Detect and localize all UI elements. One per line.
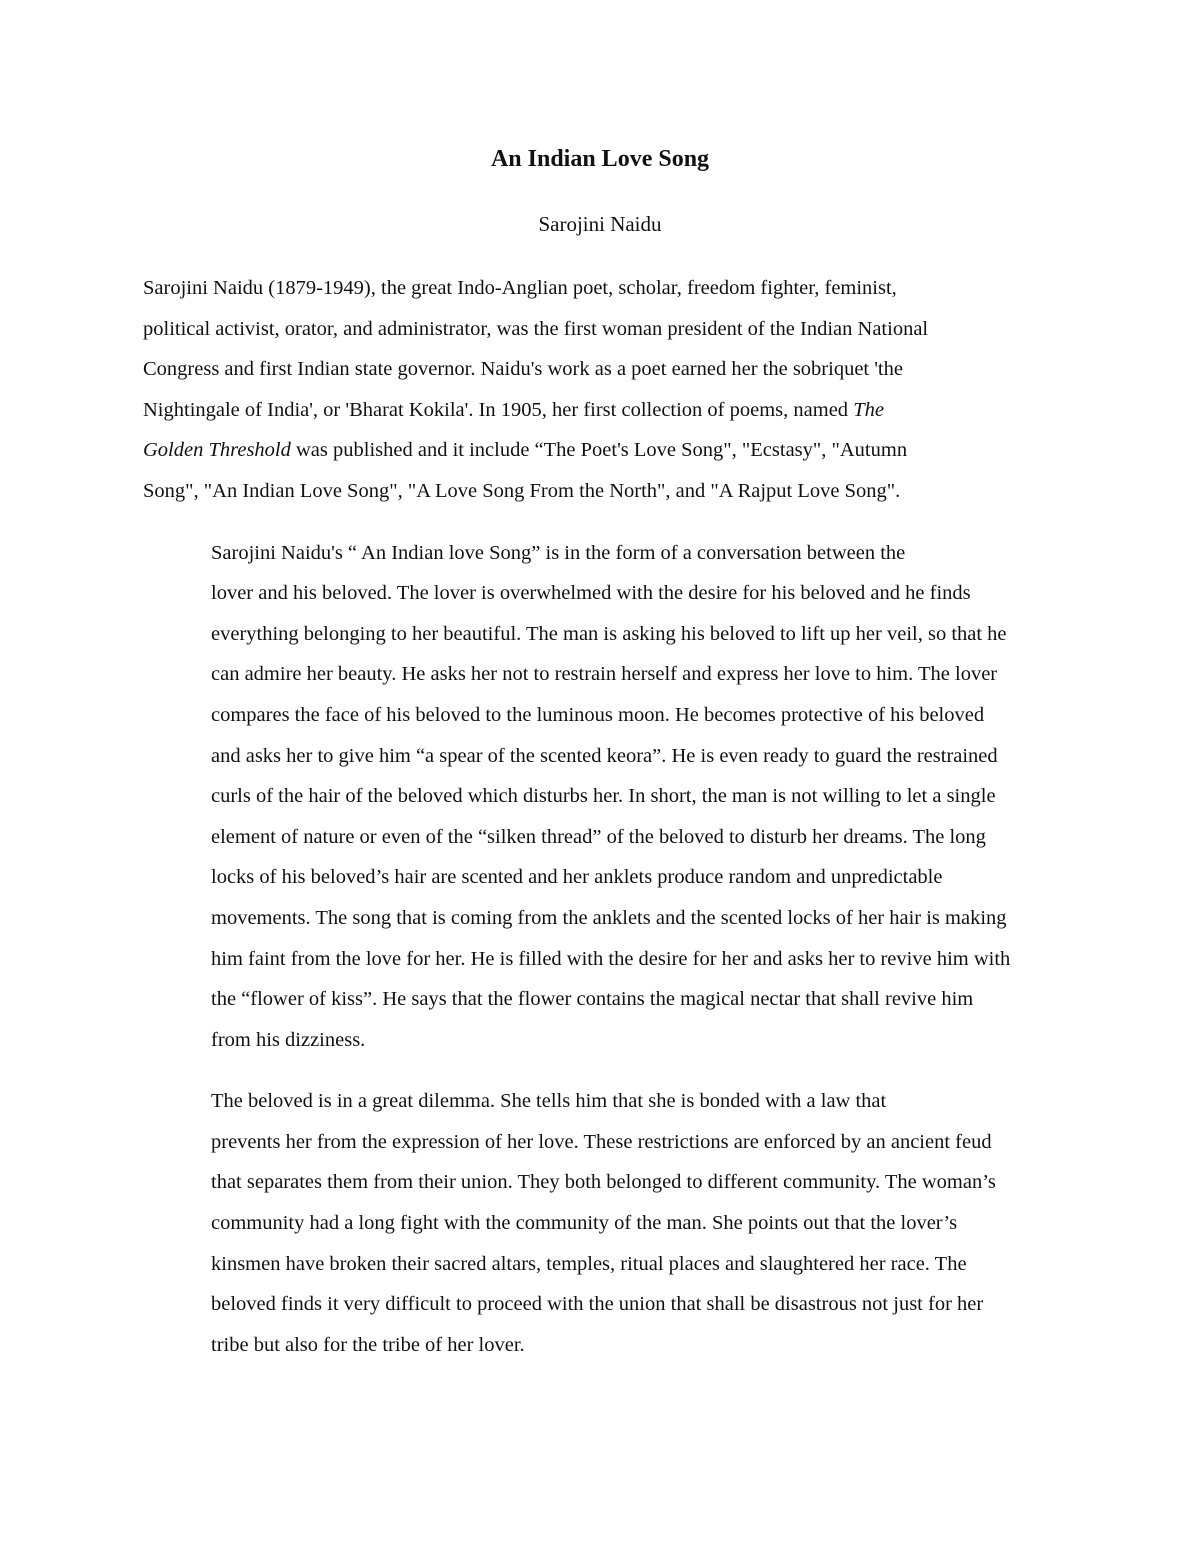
text-line: Nightingale of India', or 'Bharat Kokila'. In 1905, her first collection of poems, named The — [143, 398, 884, 421]
text-line: political activist, orator, and administrator, was the first woman president of the Indian National — [143, 317, 929, 340]
document-title: An Indian Love Song — [490, 146, 710, 172]
text-line: element of nature or even of the “silken thread” of the beloved to disturb her dreams. The long — [211, 825, 986, 848]
text-line: locks of his beloved’s hair are scented and her anklets produce random and unpredictable — [211, 866, 943, 889]
text-line: beloved finds it very difficult to proceed with the union that shall be disastrous not just for her — [211, 1293, 984, 1316]
text-line: Golden Threshold was published and it include “The Poet's Love Song", "Ecstasy", "Autumn — [143, 439, 908, 462]
text-line: Sarojini Naidu (1879-1949), the great Indo-Anglian poet, scholar, freedom fighter, feminist, — [143, 277, 897, 299]
book-title-italic: The — [853, 398, 884, 421]
paragraph-lover — [143, 533, 1063, 1061]
text-line: Congress and first Indian state governor. Naidu's work as a poet earned her the sobriquet 'the — [143, 358, 903, 381]
text-line: the “flower of kiss”. He says that the flower contains the magical nectar that shall revive him — [211, 988, 974, 1011]
text-line: everything belonging to her beautiful. The man is asking his beloved to lift up her veil, so that he — [211, 622, 1007, 645]
text-line: The beloved is in a great dilemma. She tells him that she is bonded with a law that — [211, 1090, 887, 1113]
text-line: compares the face of his beloved to the luminous moon. He becomes protective of his beloved — [211, 703, 985, 726]
text-line: community had a long fight with the community of the man. She points out that the lover’s — [211, 1212, 958, 1235]
text-line: that separates them from their union. They both belonged to different community. The woman’s — [211, 1171, 996, 1194]
text-line: movements. The song that is coming from the anklets and the scented locks of her hair is making — [211, 906, 1007, 929]
text-line: kinsmen have broken their sacred altars, temples, ritual places and slaughtered her race. The — [211, 1252, 967, 1275]
text-line: tribe but also for the tribe of her lover. — [211, 1333, 525, 1356]
text-line: prevents her from the expression of her love. These restrictions are enforced by an ancient feud — [211, 1130, 992, 1153]
document-author: Sarojini Naidu — [538, 212, 662, 236]
text-line: him faint from the love for her. He is filled with the desire for her and asks her to revive him with — [211, 947, 1011, 970]
text-line: can admire her beauty. He asks her not to restrain herself and express her love to him. The lover — [211, 663, 998, 686]
text-line: curls of the hair of the beloved which disturbs her. In short, the man is not willing to let a single — [211, 785, 996, 808]
text-line: Sarojini Naidu's “ An Indian love Song” is in the form of a conversation between the — [211, 541, 906, 564]
paragraph-beloved — [143, 1081, 1063, 1365]
book-title-italic: Golden Threshold — [143, 439, 291, 462]
text-line: and asks her to give him “a spear of the scented keora”. He is even ready to guard the restrained — [211, 744, 998, 767]
text-line: from his dizziness. — [211, 1028, 366, 1051]
document-body — [143, 268, 1063, 1365]
text-line: Song", "An Indian Love Song", "A Love Song From the North", and "A Rajput Love Song". — [143, 479, 901, 502]
text-line: lover and his beloved. The lover is overwhelmed with the desire for his beloved and he finds — [211, 582, 971, 605]
paragraph-intro — [143, 268, 1063, 512]
